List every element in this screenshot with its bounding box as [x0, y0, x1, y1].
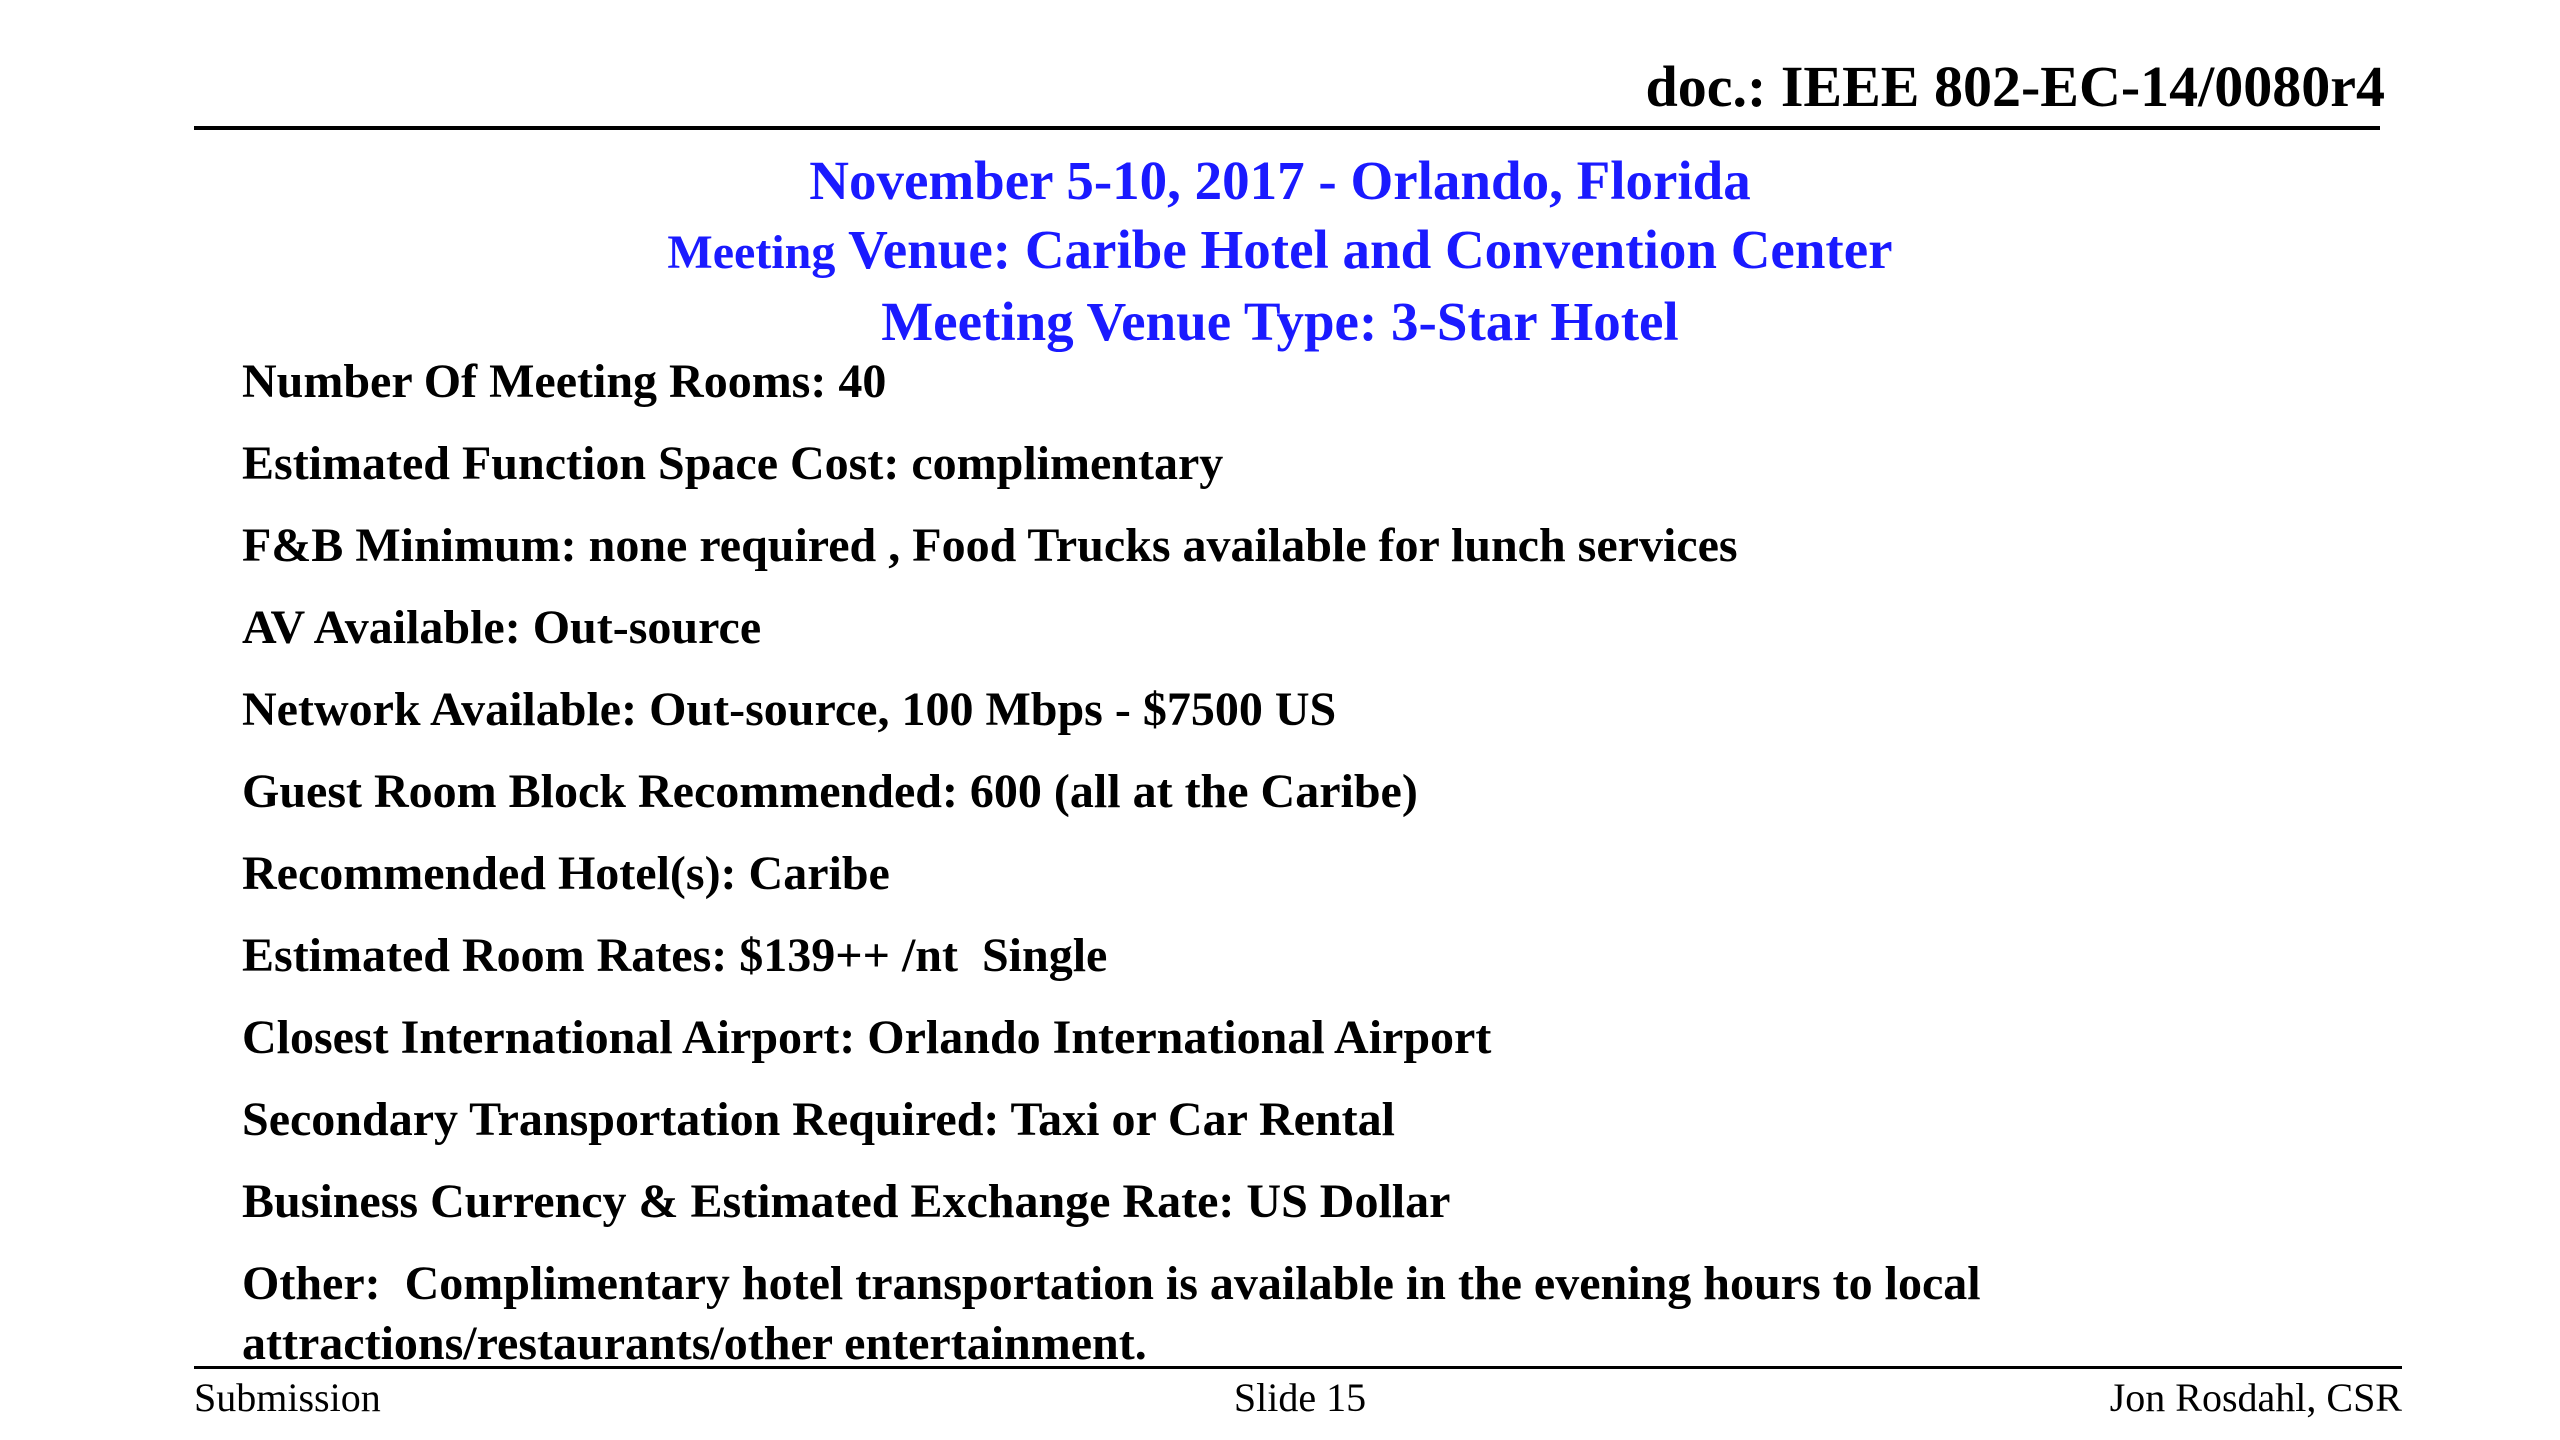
meeting-venue-name: Venue: Caribe Hotel and Convention Center: [835, 219, 1893, 280]
venue-details-list: [242, 352, 2442, 1396]
footer-divider: [194, 1366, 2402, 1369]
list-item-closest-airport: Closest International Airport: Orlando International Airport: [242, 1011, 1492, 1064]
document-id: doc.: IEEE 802-EC-14/0080r4: [1645, 54, 2385, 119]
list-item-other: Other: Complimentary hotel transportation is available in the evening hours to local attractions/restaurants/other entertainment.: [242, 1257, 1993, 1370]
meeting-venue-prefix: Meeting: [667, 226, 836, 279]
footer-slide-number: Slide 15: [1233, 1375, 1367, 1420]
meeting-venue-title: [0, 215, 2560, 287]
list-item-recommended-hotels: Recommended Hotel(s): Caribe: [242, 847, 890, 900]
slide-title-block: [0, 146, 2560, 356]
list-item-room-rates: Estimated Room Rates: $139++ /nt Single: [242, 929, 1108, 982]
meeting-venue-type-title: Meeting Venue Type: 3-Star Hotel: [881, 291, 1679, 352]
list-item-guest-room-block: Guest Room Block Recommended: 600 (all at the Caribe): [242, 765, 1418, 818]
footer-submission: Submission: [194, 1375, 381, 1420]
list-item-function-space-cost: Estimated Function Space Cost: complimentary: [242, 437, 1224, 490]
meeting-dates-title: November 5-10, 2017 - Orlando, Florida: [809, 150, 1751, 211]
list-item-fb-minimum: F&B Minimum: none required , Food Trucks available for lunch services: [242, 519, 1738, 572]
list-item-av-available: AV Available: Out-source: [242, 601, 762, 654]
header-divider: [194, 126, 2380, 130]
list-item-business-currency: Business Currency & Estimated Exchange Rate: US Dollar: [242, 1175, 1451, 1228]
list-item-secondary-transportation: Secondary Transportation Required: Taxi or Car Rental: [242, 1093, 1395, 1146]
list-item-meeting-rooms: Number Of Meeting Rooms: 40: [242, 355, 887, 408]
list-item-network-available: Network Available: Out-source, 100 Mbps - $7500 US: [242, 683, 1337, 736]
footer-author: Jon Rosdahl, CSR: [2109, 1375, 2402, 1420]
